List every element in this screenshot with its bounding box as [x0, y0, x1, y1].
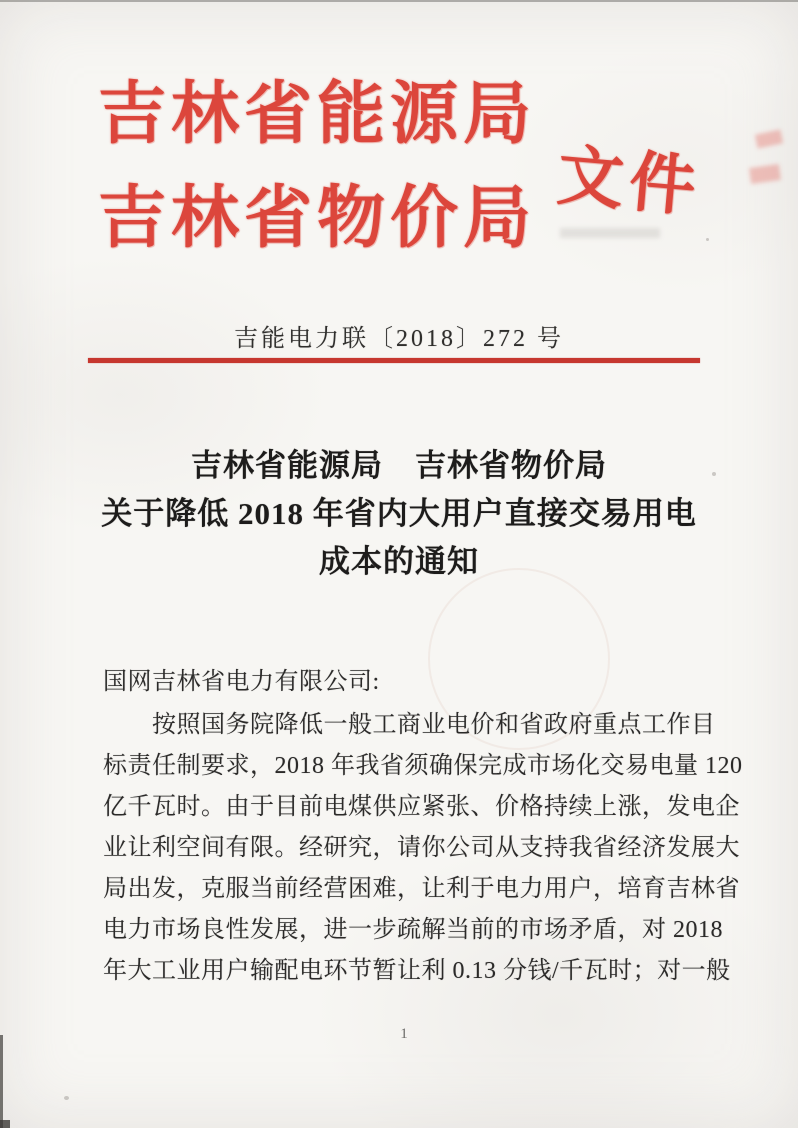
- title-line-2: 关于降低 2018 年省内大用户直接交易用电: [101, 496, 697, 531]
- title-line-1: 吉林省能源局 吉林省物价局: [191, 448, 607, 483]
- doc-type-label: 文件: [554, 139, 705, 226]
- body-text-line: 标责任制要求，2018 年我省须确保完成市场化交易电量 120: [103, 753, 743, 779]
- scan-speck: [64, 1096, 69, 1100]
- page-number: 1: [400, 1026, 408, 1042]
- letterhead-divider: [88, 358, 700, 363]
- issuer-line-energy-bureau: 吉林省能源局: [98, 76, 537, 152]
- body-text-line: 业让利空间有限。经研究，请你公司从支持我省经济发展大: [103, 835, 740, 861]
- body-text-line: 年大工业用户输配电环节暂让利 0.13 分钱/千瓦时；对一般: [103, 958, 731, 984]
- document-number: 吉能电力联〔2018〕272 号: [234, 326, 564, 352]
- scan-corner-mark: [0, 1120, 10, 1128]
- red-ink-ghost: [755, 129, 783, 148]
- scan-smudge: [560, 228, 660, 238]
- body-text-line: 按照国务院降低一般工商业电价和省政府重点工作目: [152, 712, 716, 738]
- issuer-line-price-bureau: 吉林省物价局: [98, 180, 537, 256]
- scan-edge-top: [0, 0, 798, 2]
- scan-edge-left: [0, 1035, 3, 1128]
- scan-speck: [706, 238, 709, 241]
- body-text-line: 亿千瓦时。由于目前电煤供应紧张、价格持续上涨，发电企: [103, 794, 740, 820]
- document-title: [0, 442, 798, 586]
- paragraph: [103, 705, 743, 992]
- salutation: 国网吉林省电力有限公司:: [103, 669, 380, 695]
- letterhead-issuer: [98, 62, 536, 270]
- body-text-line: 电力市场良性发展，进一步疏解当前的市场矛盾，对 2018: [103, 917, 723, 943]
- document-body: [103, 660, 743, 992]
- body-text-line: 局出发，克服当前经营困难，让利于电力用户，培育吉林省: [103, 876, 740, 902]
- red-ink-ghost: [749, 164, 781, 184]
- title-line-3: 成本的通知: [319, 544, 479, 579]
